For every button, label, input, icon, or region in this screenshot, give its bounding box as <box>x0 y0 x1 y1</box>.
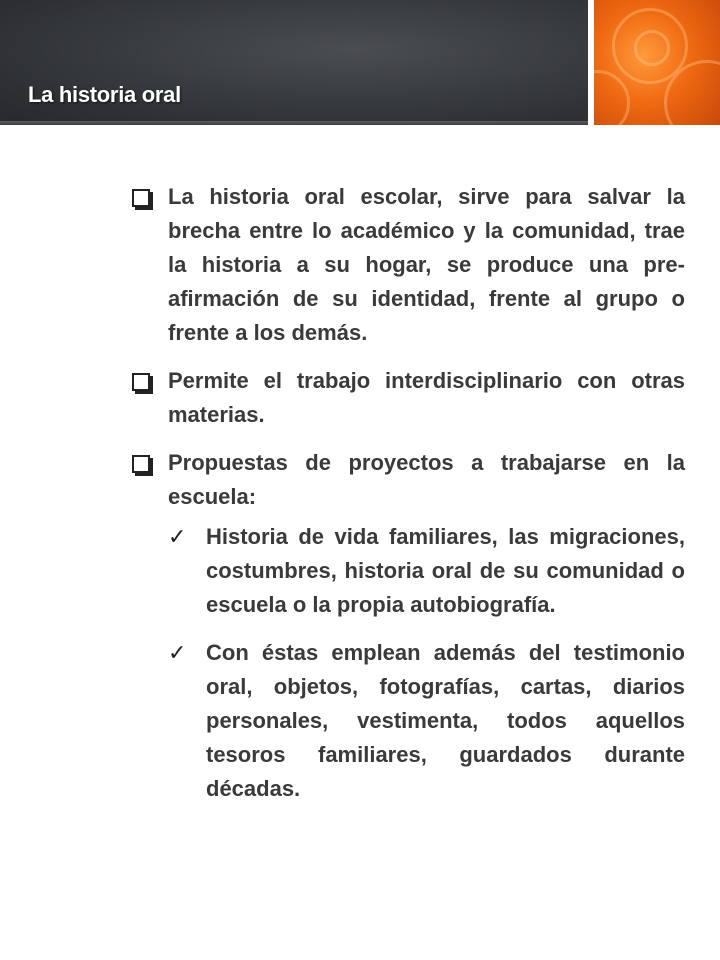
bullet-text: Permite el trabajo interdisciplinario con otras materias. <box>168 368 685 427</box>
sub-bullet-item <box>168 520 685 622</box>
bullet-list <box>130 180 685 806</box>
sub-bullet-item <box>168 636 685 806</box>
bullet-item <box>130 364 685 432</box>
checkmark-icon: ✓ <box>168 525 187 550</box>
bullet-item <box>130 180 685 350</box>
checkbox-square-icon <box>132 455 150 473</box>
header-accent-image <box>594 0 720 125</box>
bullet-item <box>130 446 685 806</box>
checkbox-square-icon <box>132 373 150 391</box>
bullet-text: Propuestas de proyectos a trabajarse en la escuela: <box>168 450 685 509</box>
sub-bullet-text: Historia de vida familiares, las migraciones, costumbres, historia oral de su comunidad o escuela o la propia autobiografía. <box>206 524 685 617</box>
sub-bullet-list <box>168 520 685 806</box>
bullet-text: La historia oral escolar, sirve para salvar la brecha entre lo académico y la comunidad, trae la historia a su hogar, se produce una pre-afirmación de su identidad, frente al grupo o frente a los demás. <box>168 184 685 345</box>
sub-bullet-text: Con éstas emplean además del testimonio oral, objetos, fotografías, cartas, diarios personales, vestimenta, todos aquellos tesoros familiares, guardados durante décadas. <box>206 640 685 801</box>
slide-content <box>130 180 685 820</box>
slide-title: La historia oral <box>28 82 181 107</box>
checkmark-icon: ✓ <box>168 641 187 666</box>
checkbox-square-icon <box>132 189 150 207</box>
